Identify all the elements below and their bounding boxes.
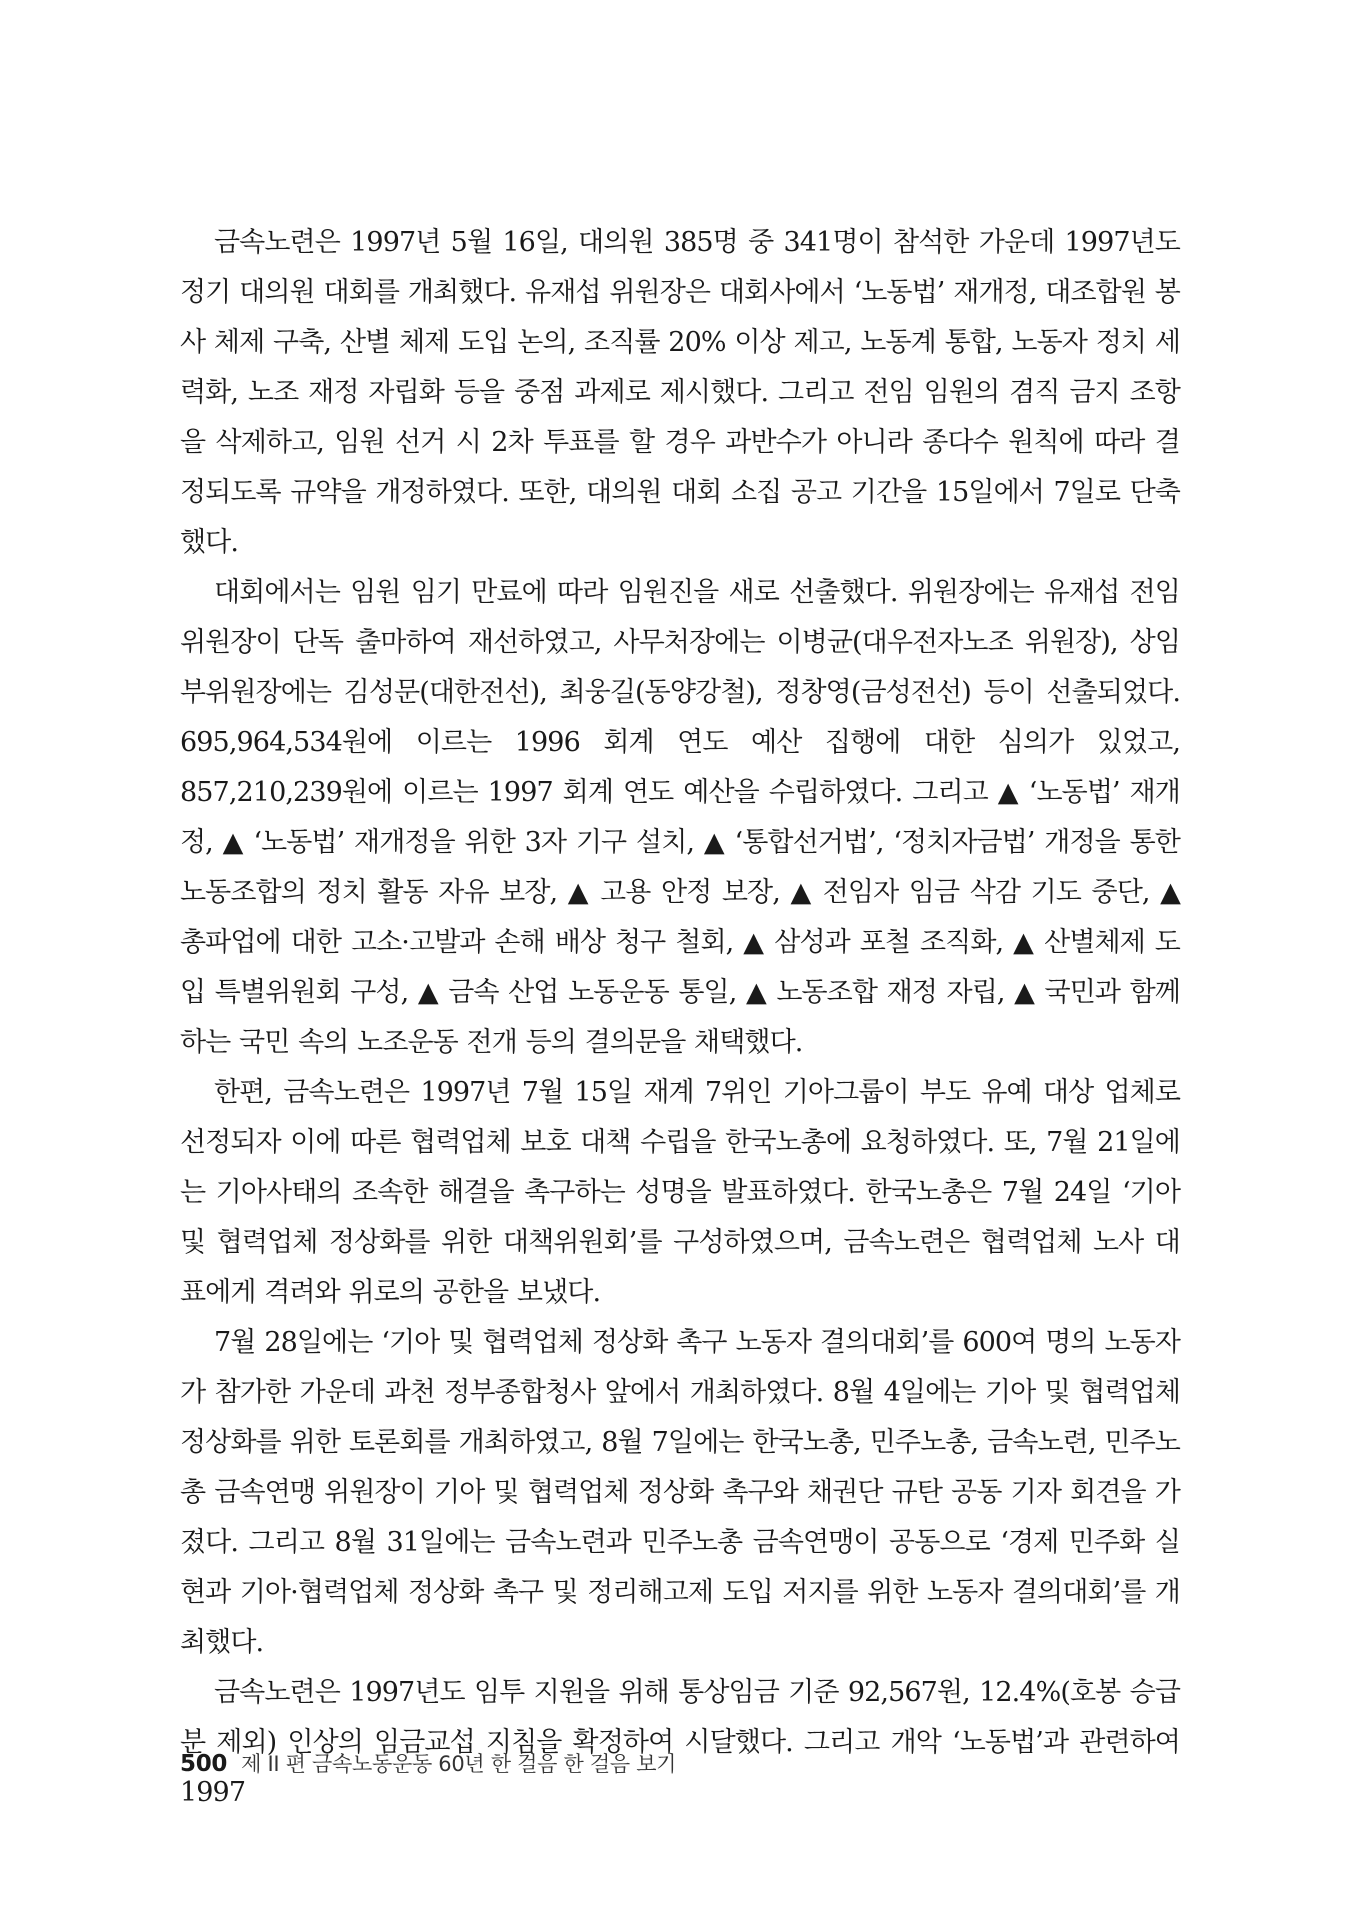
page-number: 500 (180, 1751, 228, 1777)
paragraph: 금속노련은 1997년도 임투 지원을 위해 통상임금 기준 92,567원, 12.4%(호봉 승급분 제외) 인상의 임금교섭 지침을 확정하여 시달했다. 그리고 개악 ‘노동법’과 관련하여 1997 (180, 1677, 1180, 1808)
paragraph: 7월 28일에는 ‘기아 및 협력업체 정상화 촉구 노동자 결의대회’를 600여 명의 노동자가 참가한 가운데 과천 정부종합청사 앞에서 개최하였다. 8월 4일에는 기아 및 협력업체 정상화를 위한 토론회를 개최하였고, 8월 7일에는 한국노총, 민주노총, 금속노련, 민주노총 금속연맹 위원장이 기아 및 협력업체 정상화 촉구와 채권단 규탄 공동 기자 회견을 가졌다. 그리고 8월 31일에는 금속노련과 민주노총 금속연맹이 공동으로 ‘경제 민주화 실현과 기아·협력업체 정상화 촉구 및 정리해고제 도입 저지를 위한 노동자 결의대회’를 개최했다. (180, 1327, 1180, 1658)
paragraph: 금속노련은 1997년 5월 16일, 대의원 385명 중 341명이 참석한 가운데 1997년도 정기 대의원 대회를 개최했다. 유재섭 위원장은 대회사에서 ‘노동법’ 재개정, 대조합원 봉사 체제 구축, 산별 체제 도입 논의, 조직률 20% 이상 제고, 노동계 통합, 노동자 정치 세력화, 노조 재정 자립화 등을 중점 과제로 제시했다. 그리고 전임 임원의 겸직 금지 조항을 삭제하고, 임원 선거 시 2차 투표를 할 경우 과반수가 아니라 종다수 원칙에 따라 결정되도록 규약을 개정하였다. 또한, 대의원 대회 소집 공고 기간을 15일에서 7일로 단축했다. (180, 227, 1180, 558)
running-title: 제 II 편 금속노동운동 60년 한 걸음 한 걸음 보기 (241, 1752, 677, 1776)
paragraph: 대회에서는 임원 임기 만료에 따라 임원진을 새로 선출했다. 위원장에는 유재섭 전임 위원장이 단독 출마하여 재선하였고, 사무처장에는 이병균(대우전자노조 위원장), 상임 부위원장에는 김성문(대한전선), 최웅길(동양강철), 정창영(금성전선) 등이 선출되었다. 695,964,534원에 이르는 1996 회계 연도 예산 집행에 대한 심의가 있었고, 857,210,239원에 이르는 1997 회계 연도 예산을 수립하였다. 그리고 ▲ ‘노동법’ 재개정, ▲ ‘노동법’ 재개정을 위한 3자 기구 설치, ▲ ‘통합선거법’, ‘정치자금법’ 개정을 통한 노동조합의 정치 활동 자유 보장, ▲ 고용 안정 보장, ▲ 전임자 임금 삭감 기도 중단, ▲ 총파업에 대한 고소·고발과 손해 배상 청구 철회, ▲ 삼성과 포철 조직화, ▲ 산별체제 도입 특별위원회 구성, ▲ 금속 산업 노동운동 통일, ▲ 노동조합 재정 자립, ▲ 국민과 함께 하는 국민 속의 노조운동 전개 등의 결의문을 채택했다. (180, 577, 1180, 1058)
body-text (180, 218, 1180, 1818)
page-footer (180, 1748, 676, 1778)
paragraph: 한편, 금속노련은 1997년 7월 15일 재계 7위인 기아그룹이 부도 유예 대상 업체로 선정되자 이에 따른 협력업체 보호 대책 수립을 한국노총에 요청하였다. 또, 7월 21일에는 기아사태의 조속한 해결을 촉구하는 성명을 발표하였다. 한국노총은 7월 24일 ‘기아 및 협력업체 정상화를 위한 대책위원회’를 구성하였으며, 금속노련은 협력업체 노사 대표에게 격려와 위로의 공한을 보냈다. (180, 1077, 1180, 1308)
